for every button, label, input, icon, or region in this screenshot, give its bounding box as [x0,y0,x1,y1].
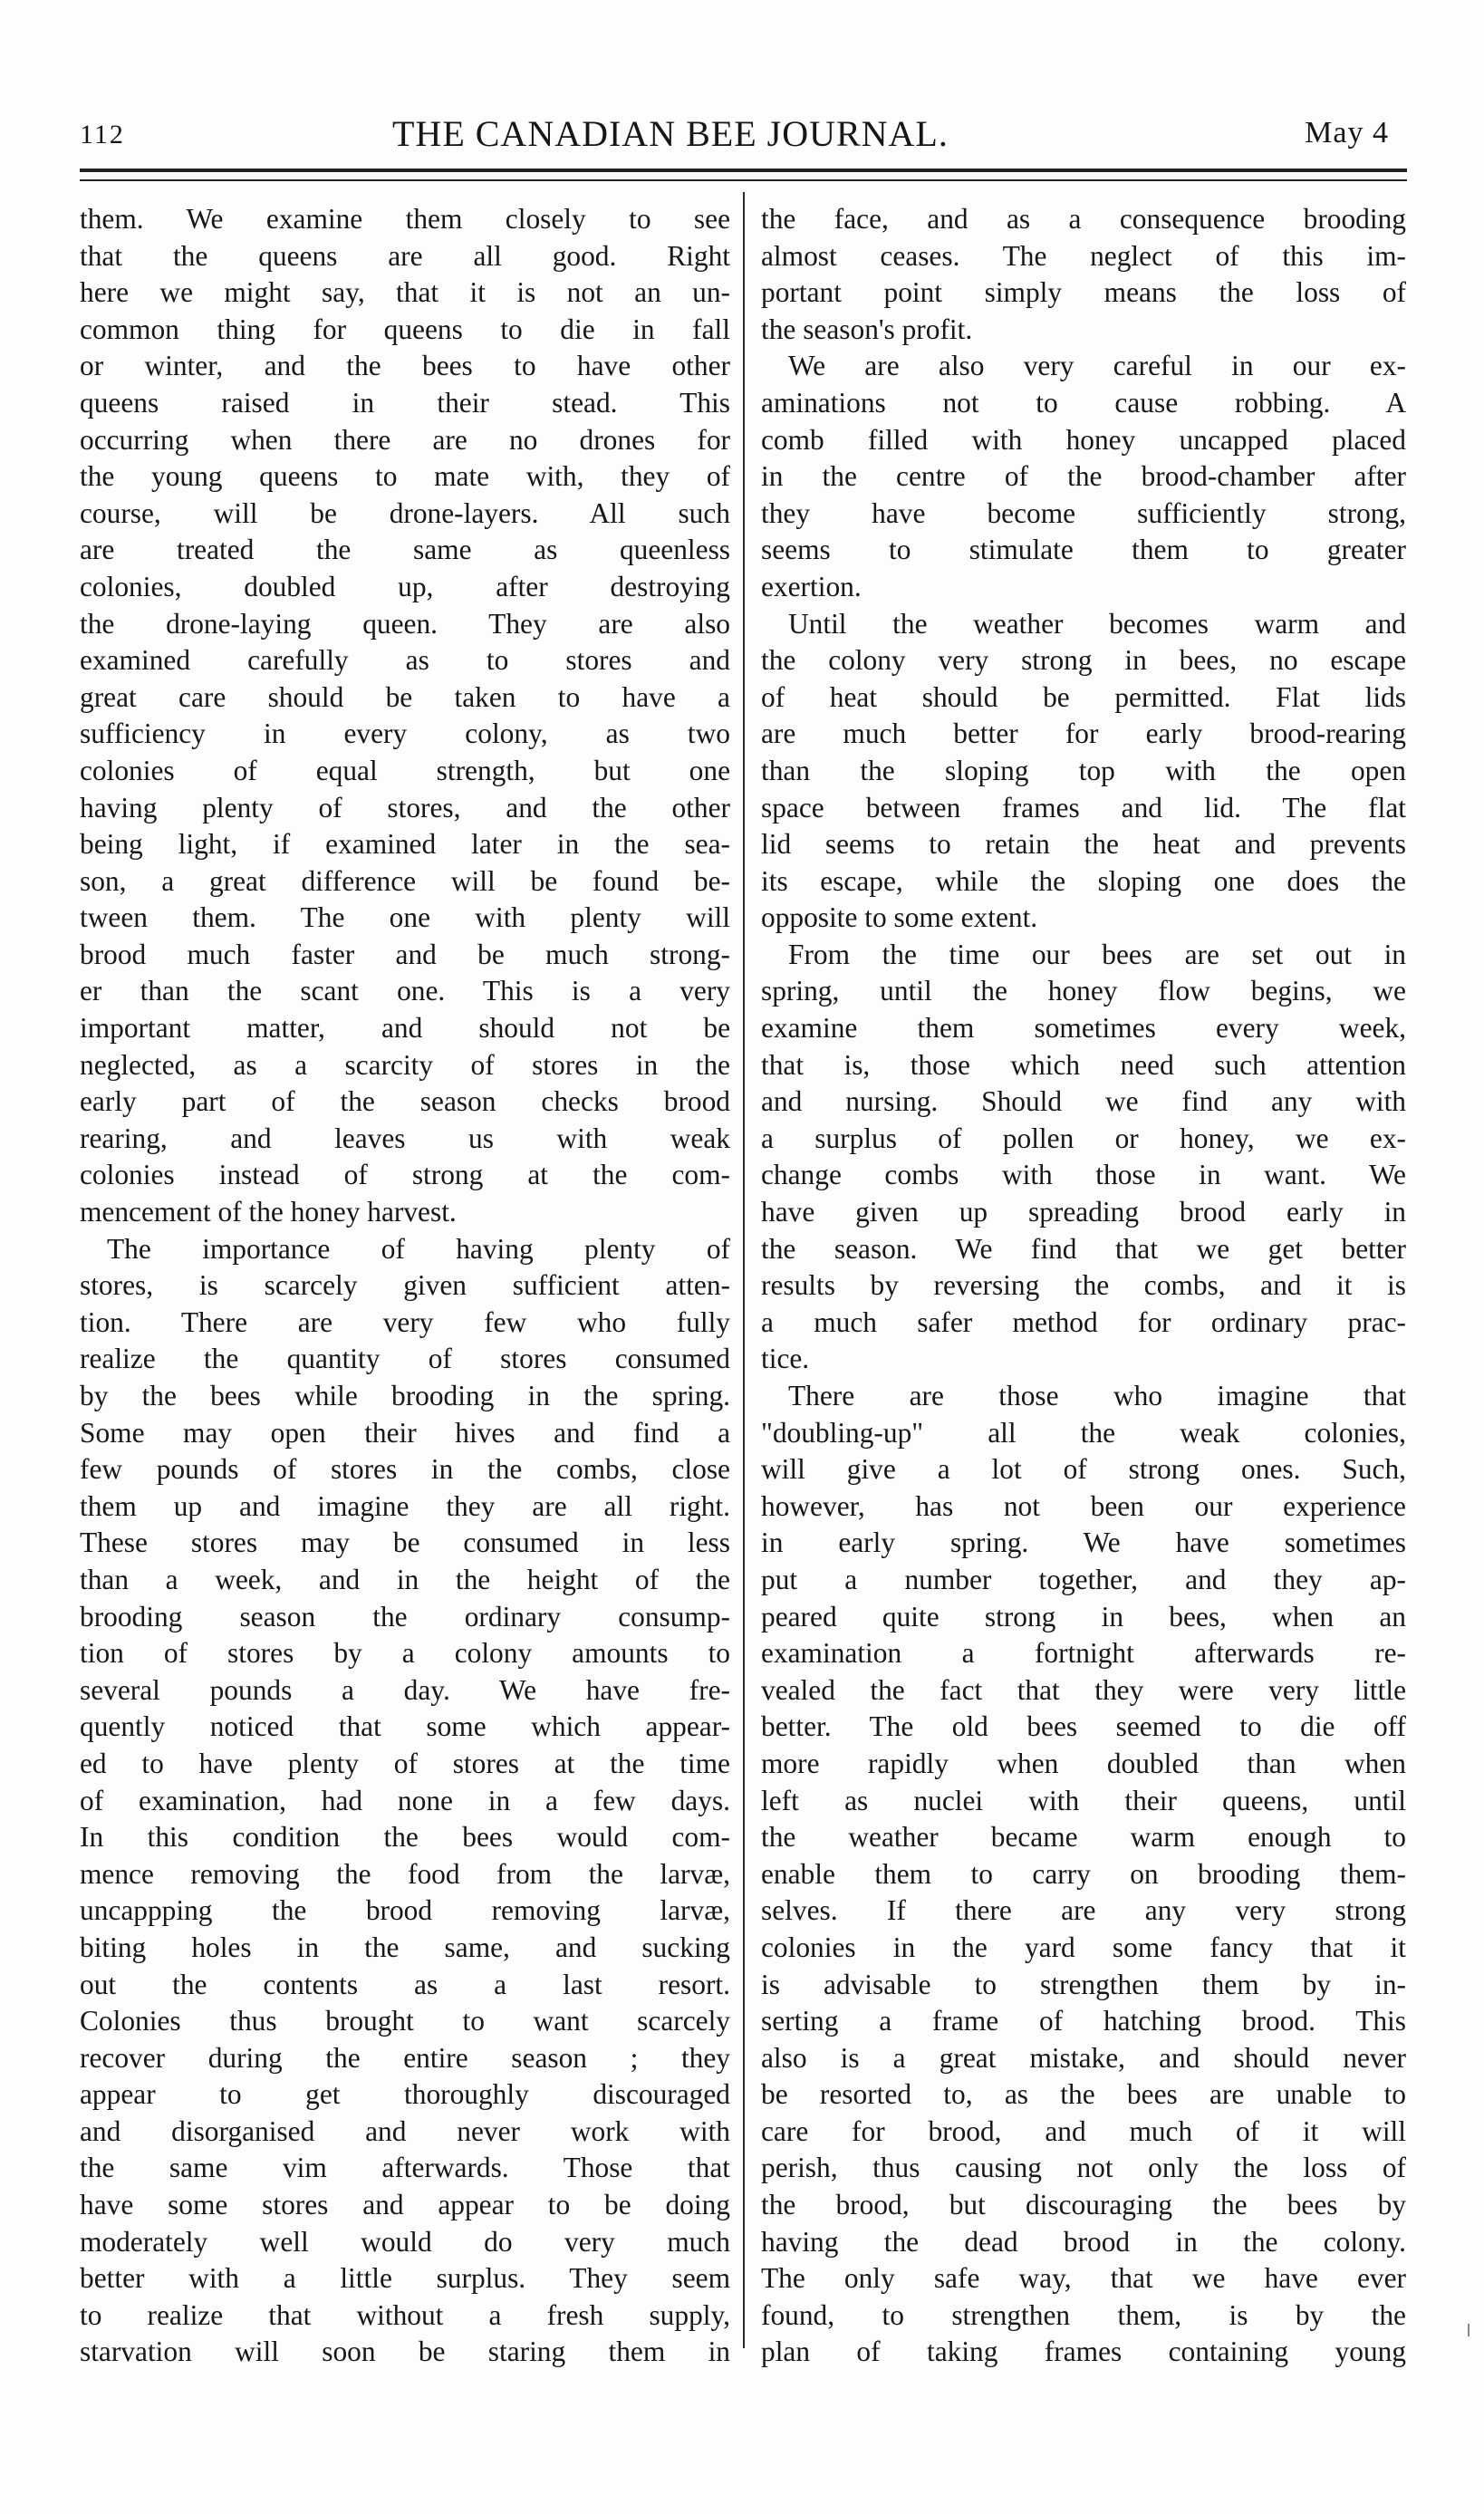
text-line: tion of stores by a colony amounts to [80,1637,730,1670]
text-line: great care should be taken to have a [80,680,730,713]
text-line: almost ceases. The neglect of this im- [761,239,1406,272]
text-line: or winter, and the bees to have other [80,350,730,382]
text-line: out the contents as a last resort. [80,1968,730,2000]
text-line: perish, thus causing not only the loss of [761,2152,1406,2184]
text-line: stores, is scarcely given sufficient atten- [80,1269,730,1302]
text-line: important matter, and should not be [80,1012,730,1045]
text-line: course, will be drone-layers. All such [80,496,730,529]
column-divider [743,192,745,2348]
text-line: colonies of equal strength, but one [80,754,730,786]
text-line: them. We examine them closely to see [80,203,730,235]
text-line: having the dead brood in the colony. [761,2225,1406,2258]
text-line: portant point simply means the loss of [761,276,1406,309]
text-line: rearing, and leaves us with weak [80,1122,730,1154]
text-line: have some stores and appear to be doing [80,2189,730,2221]
text-line: results by reversing the combs, and it is [761,1269,1406,1302]
text-line: the season's profit. [761,313,973,345]
issue-date: May 4 [1305,116,1389,149]
text-line: moderately well would do very much [80,2225,730,2258]
text-line: tice. [761,1343,810,1375]
text-line: opposite to some extent. [761,901,1038,934]
text-line: than the sloping top with the open [761,754,1406,786]
text-line: enable them to carry on brooding them- [761,1857,1406,1890]
text-line: of heat should be permitted. Flat lids [761,680,1406,713]
text-line: quently noticed that some which appear- [80,1710,730,1743]
text-line: by the bees while brooding in the spring. [80,1380,730,1411]
text-line: neglected, as a scarcity of stores in the [80,1048,730,1081]
text-line: the same vim afterwards. Those that [80,2152,730,2184]
text-line: brood much faster and be much strong- [80,938,730,970]
text-line: selves. If there are any very strong [761,1894,1406,1927]
text-line: that the queens are all good. Right [80,239,730,272]
text-line: put a number together, and they ap- [761,1563,1406,1595]
page-number: 112 [80,120,125,149]
text-line: have given up spreading brood early in [761,1196,1406,1228]
text-line: in the centre of the brood-chamber after [761,460,1406,493]
text-line: a surplus of pollen or honey, we ex- [761,1122,1406,1154]
text-line: left as nuclei with their queens, until [761,1784,1406,1816]
text-line: will give a lot of strong ones. Such, [761,1453,1406,1486]
text-line: vealed the fact that they were very little [761,1673,1406,1706]
text-line: Until the weather becomes warm and [788,607,1406,640]
text-line: examine them sometimes every week, [761,1012,1406,1045]
text-line: and disorganised and never work with [80,2114,730,2147]
text-line: early part of the season checks brood [80,1085,730,1118]
text-line: peared quite strong in bees, when an [761,1600,1406,1633]
text-line: the young queens to mate with, they of [80,460,730,493]
text-line: are treated the same as queenless [80,534,730,566]
text-line: From the time our bees are set out in [788,938,1406,970]
text-line: In this condition the bees would com- [80,1821,730,1854]
header-rule [80,169,1407,172]
page-header [80,107,1416,161]
text-line: recover during the entire season ; they [80,2041,730,2074]
text-line: seems to stimulate them to greater [761,534,1406,566]
text-line: There are those who imagine that [788,1380,1406,1411]
text-line: tion. There are very few who fully [80,1305,730,1338]
text-line: colonies instead of strong at the com- [80,1159,730,1191]
text-line: change combs with those in want. We [761,1159,1406,1191]
right-column [761,201,1406,2371]
text-line: found, to strengthen them, is by the [761,2298,1406,2331]
text-line: better. The old bees seemed to die off [761,1710,1406,1743]
text-line: occurring when there are no drones for [80,423,730,456]
text-line: The only safe way, that we have ever [761,2262,1406,2295]
text-line: tween them. The one with plenty will [80,901,730,934]
text-line: The importance of having plenty of [107,1232,730,1265]
text-line: Some may open their hives and find a [80,1416,730,1449]
text-line: queens raised in their stead. This [80,386,730,419]
text-line: the season. We find that we get better [761,1232,1406,1265]
text-line: We are also very careful in our ex- [788,350,1406,382]
text-line: realize the quantity of stores consumed [80,1343,730,1375]
text-line: son, a great difference will be found be- [80,864,730,897]
text-line: being light, if examined later in the sea- [80,828,730,861]
journal-title: THE CANADIAN BEE JOURNAL. [392,113,949,154]
text-line: be resorted to, as the bees are unable to [761,2078,1406,2111]
text-line: the colony very strong in bees, no escape [761,644,1406,677]
text-line: mence removing the food from the larvæ, [80,1857,730,1890]
text-line: mencement of the honey harvest. [80,1196,457,1228]
text-line: comb filled with honey uncapped placed [761,423,1406,456]
text-line: colonies, doubled up, after destroying [80,570,730,602]
text-line: starvation will soon be staring them in [80,2336,730,2368]
text-line: better with a little surplus. They seem [80,2262,730,2295]
text-line: examination a fortnight afterwards re- [761,1637,1406,1670]
text-line: few pounds of stores in the combs, close [80,1453,730,1486]
text-line: common thing for queens to die in fall [80,313,730,345]
text-line: These stores may be consumed in less [80,1527,730,1559]
text-line: the face, and as a consequence brooding [761,203,1406,235]
text-line: here we might say, that it is not an un- [80,276,730,309]
text-line: a much safer method for ordinary prac- [761,1305,1406,1338]
text-line: care for brood, and much of it will [761,2114,1406,2147]
text-line: Colonies thus brought to want scarcely [80,2005,730,2037]
text-line: "doubling-up" all the weak colonies, [761,1416,1406,1449]
text-line: is advisable to strengthen them by in- [761,1968,1406,2000]
text-line: plan of taking frames containing young [761,2336,1406,2368]
text-line: of examination, had none in a few days. [80,1784,730,1816]
text-line: lid seems to retain the heat and prevents [761,828,1406,861]
text-line: appear to get thoroughly discouraged [80,2078,730,2111]
text-line: biting holes in the same, and sucking [80,1931,730,1963]
text-line: however, has not been our experience [761,1489,1406,1522]
text-line: more rapidly when doubled than when [761,1747,1406,1779]
text-line: brooding season the ordinary consump- [80,1600,730,1633]
text-line: serting a frame of hatching brood. This [761,2005,1406,2037]
text-line: than a week, and in the height of the [80,1563,730,1595]
text-line: them up and imagine they are all right. [80,1489,730,1522]
text-line: exertion. [761,570,862,602]
text-line: the weather became warm enough to [761,1821,1406,1854]
text-line: having plenty of stores, and the other [80,791,730,824]
text-line: also is a great mistake, and should never [761,2041,1406,2074]
text-line: that is, those which need such attention [761,1048,1406,1081]
text-line: aminations not to cause robbing. A [761,386,1406,419]
text-line: and nursing. Should we find any with [761,1085,1406,1118]
text-line: its escape, while the sloping one does the [761,864,1406,897]
text-line: the brood, but discouraging the bees by [761,2189,1406,2221]
text-line: they have become sufficiently strong, [761,496,1406,529]
text-line: the drone-laying queen. They are also [80,607,730,640]
text-line: several pounds a day. We have fre- [80,1673,730,1706]
left-column [80,201,730,2371]
text-line: examined carefully as to stores and [80,644,730,677]
header-rule-thin [80,179,1407,181]
text-line: in early spring. We have sometimes [761,1527,1406,1559]
text-line: ed to have plenty of stores at the time [80,1747,730,1779]
text-line: are much better for early brood-rearing [761,718,1406,750]
text-line: uncappping the brood removing larvæ, [80,1894,730,1927]
text-line: space between frames and lid. The flat [761,791,1406,824]
text-line: to realize that without a fresh supply, [80,2298,730,2331]
text-line: er than the scant one. This is a very [80,975,730,1007]
text-line: colonies in the yard some fancy that it [761,1931,1406,1963]
text-line: spring, until the honey flow begins, we [761,975,1406,1007]
text-line: sufficiency in every colony, as two [80,718,730,750]
margin-mark [1468,2324,1470,2336]
